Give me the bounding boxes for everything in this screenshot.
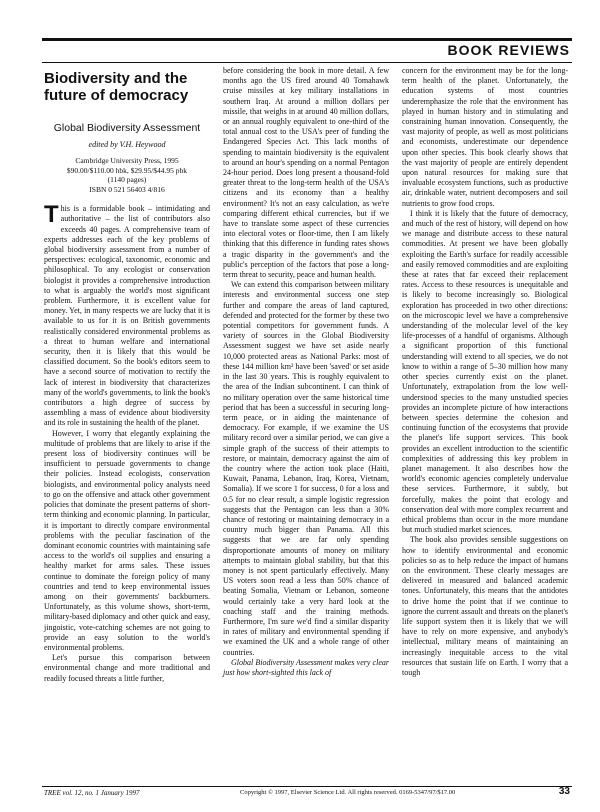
header-rule	[42, 38, 572, 41]
price: $90.00/$110.00 hbk, $29.95/$44.95 pbk	[66, 165, 188, 175]
paragraph: I think it is likely that the future of democracy, and much of the rest of history, will depend on how we manage and distribute access to these natural commodities. At present we have been globally exploiting the Earth's surface for readily accessible and easily removed commodities and are exploiting these at rates that far exceed their replacement rates. Access to these resources is unequitable and is likely to become increasingly so. Biological exploration has proceeded in two other directions: on the microscopic level we have a comprehensive understanding of the molecular level of the key life-processes of a handful of organisms. Although a significant proportion of this functional understanding will extend to all species, we do not know to within a range of 5–30 million how many other species currently exist on the planet. Unfortunately, extrapolation from the low well-understood species to the many unstudied species provides an incomplete picture of how interactions between species determine the cohesion and continuing function of the ecosystems that provide the planet's life support services. This book provides an excellent introduction to the scientific complexities of addressing this key problem in planet management. It also describes how the world's economic agencies completely undervalue these services. Furthermore, it subtly, but forcefully, makes the point that ecology and conservation deal with more complex recurrent and ethical problems than occur in the more mundane but much studied market sciences.	[402, 208, 568, 535]
publisher: Cambridge University Press, 1995	[75, 156, 179, 166]
paragraph: Global Biodiversity Assessment makes very clear just how short-sighted this lack of	[223, 657, 389, 677]
footer-rule	[42, 786, 572, 787]
text-column-1	[44, 66, 210, 684]
header-subrule	[42, 62, 572, 63]
drop-cap: T	[44, 201, 59, 229]
paragraph: before considering the book in more detail. A few months ago the US fired around 40 Tomahawk cruise missiles at key military installations in southern Iraq. At around a million dollars per missile, that weighs in at around 40 million dollars, or an annual roughly equivalent to one-third of the total annual cost to the USA's peer of funding the Endangered Species Act. This lack months of spending to maintain biodiversity is the equivalent to around an hour's spending on a normal Pentagon 24-hour period. Does long present a thousand-fold greater threat to the long-term health of the USA's citizens and its economy than a healthy environment? It's not an easy calculation, as we're comparing different ethical currencies, but if we have to translate some aspect of these currencies into electoral votes or floor-time, then I am likely thinking that this difference in funding rates shows a tragic disparity in the government's and the public's perception of the factors that pose a long-term threat to security, peace and human health.	[223, 66, 389, 280]
text-column-3	[402, 66, 568, 678]
section-heading: BOOK REVIEWS	[447, 42, 570, 58]
copyright-line: Copyright © 1997, Elsevier Science Ltd. All rights reserved. 0169-5347/97/$17.00	[240, 789, 456, 796]
book-editor: edited by V.H. Heywood	[88, 140, 166, 149]
article-title: Biodiversity and the future of democracy	[44, 70, 189, 104]
paragraph: This is a formidable book – intimidating and authoritative – the list of contributors also exceeds 40 pages. A comprehensive team of experts addresses each of the key problems of global biodiversity assessment from a number of perspectives: ecological, taxonomic, economic and philosophical. To any ecologist or conservation biologist it provides a comprehensive introduction to what is arguably the world's most significant problem. Furthermore, it is excellent value for money. Yet, in many respects we are lucky that it is available to us for it is on British governments realistically considered environmental problems as a threat to human welfare and international security, then it is likely that this would be classified document. So the book's editors seem to have a second source of motivation to rectify the lack of interest in biodiversity that characterizes many of the world's governments, to link the book's contributors a high degree of success by assembling a mass of evidence about biodiversity and its role in sustaining the health of the planet.	[44, 201, 210, 428]
page-number: 33	[558, 786, 570, 797]
page-count: (1140 pages)	[107, 175, 147, 185]
book-title: Global Biodiversity Assessment	[53, 122, 201, 134]
paragraph: The book also provides sensible suggestions on how to identify environmental and economic policies so as to help reduce the impact of humans on the environment. These clearly messages are delivered in measured and balanced academic tones. Unfortunately, this means that the antidotes to drive home the point that if we continue to ignore the current assault and threats on the planet's life support system then it is likely that we will have to rely on more expensive, and anybody's intellectual, military means of maintaining an increasingly inequitable access to the vital resources that sustain life on Earth. I worry that a tough	[402, 535, 568, 677]
paragraph: We can extend this comparison between military interests and environmental success one step further and compare the areas of land captured, defended and protected for the former by these two potential competitors for government funds. A variety of sources in the Global Biodiversity Assessment suggest we have set aside nearly 10,000 protected areas as National Parks: most of these 144 million km² have been 'saved' or set aside in the last 30 years. This is roughly equivalent to the area of the Indian subcontinent. I can think of no military operation over the same historical time period that has been a successful in securing long-term peace, or in aiding the maintenance of democracy. For example, if we examine the US military record over a similar period, we can give a simple graph of the success of their attempts to restore, or maintain, democracy against the aim of the country where the action took place (Haiti, Kuwait, Panama, Lebanon, Iraq, Korea, Vietnam, Somalia). If we score 1 for success, 0 for a loss and 0.5 for no clear result, a simple logistic regression suggests that the Pentagon can less than a 30% chance of restoring or maintaining democracy in a country much bigger than Panama. All this suggests that we are far only spending disproportionate amounts of money on military attempts to maintain global stability, but that this money is not spent particularly effectively. Many US voters soon read a less than 50% chance of beating Somalia, Vietnam or Lebanon, someone would certainly take a very hard look at the coaching staff and the training methods. Furthermore, I'm sure we'd find a similar disparity in rates of military and environmental spending if we examined the UK and a whole range of other countries.	[223, 280, 389, 657]
paragraph: concern for the environment may be for the long-term health of the planet. Unfortunately, the education systems of most countries underemphasize the role that the environment has played in human history and in stimulating and constraining human innovation. Consequently, the vast majority of people, as well as most politicians and economists, underestimate our dependence upon other species. This book clearly shows that the vast majority of people are entirely dependent upon natural resources for making sure that invaluable ecosystem functions, such as productive air, drinkable water, nutrient decomposers and soil nutrients to grow food crops.	[402, 66, 568, 208]
isbn: ISBN 0 521 56403 4/816	[89, 184, 165, 194]
text-column-2	[223, 66, 389, 678]
paragraph: However, I worry that elegantly explaining the multitude of problems that are likely to arise if the present loss of biodiversity continues will be insufficient to persuade governments to change their policies. Instead ecologists, conservation biologists, and environmental policy analysts need to go on the offensive and attack other government policies that dominate the present patterns of short-term thinking and economic planning. In particular, it is important to directly compare environmental problems with the peculiar fascination of the dominant economic countries with maintaining safe access to the world's oil supplies and ensuring a healthy market for arms sales. These issues continue to dominate the foreign policy of many countries and tend to keep environmental issues among on their governments' backburners. Unfortunately, as this volume shows, short-term, military-based diplomacy and other quick and easy, jingoistic, vote-catching schemes are not going to provide an easy solution to the world's environmental problems.	[44, 428, 210, 652]
journal-citation: TREE vol. 12, no. 1 January 1997	[44, 789, 140, 797]
publication-details	[44, 156, 210, 194]
paragraph: Let's pursue this comparison between environmental change and more traditional and readily focused threats a little further,	[44, 653, 210, 683]
